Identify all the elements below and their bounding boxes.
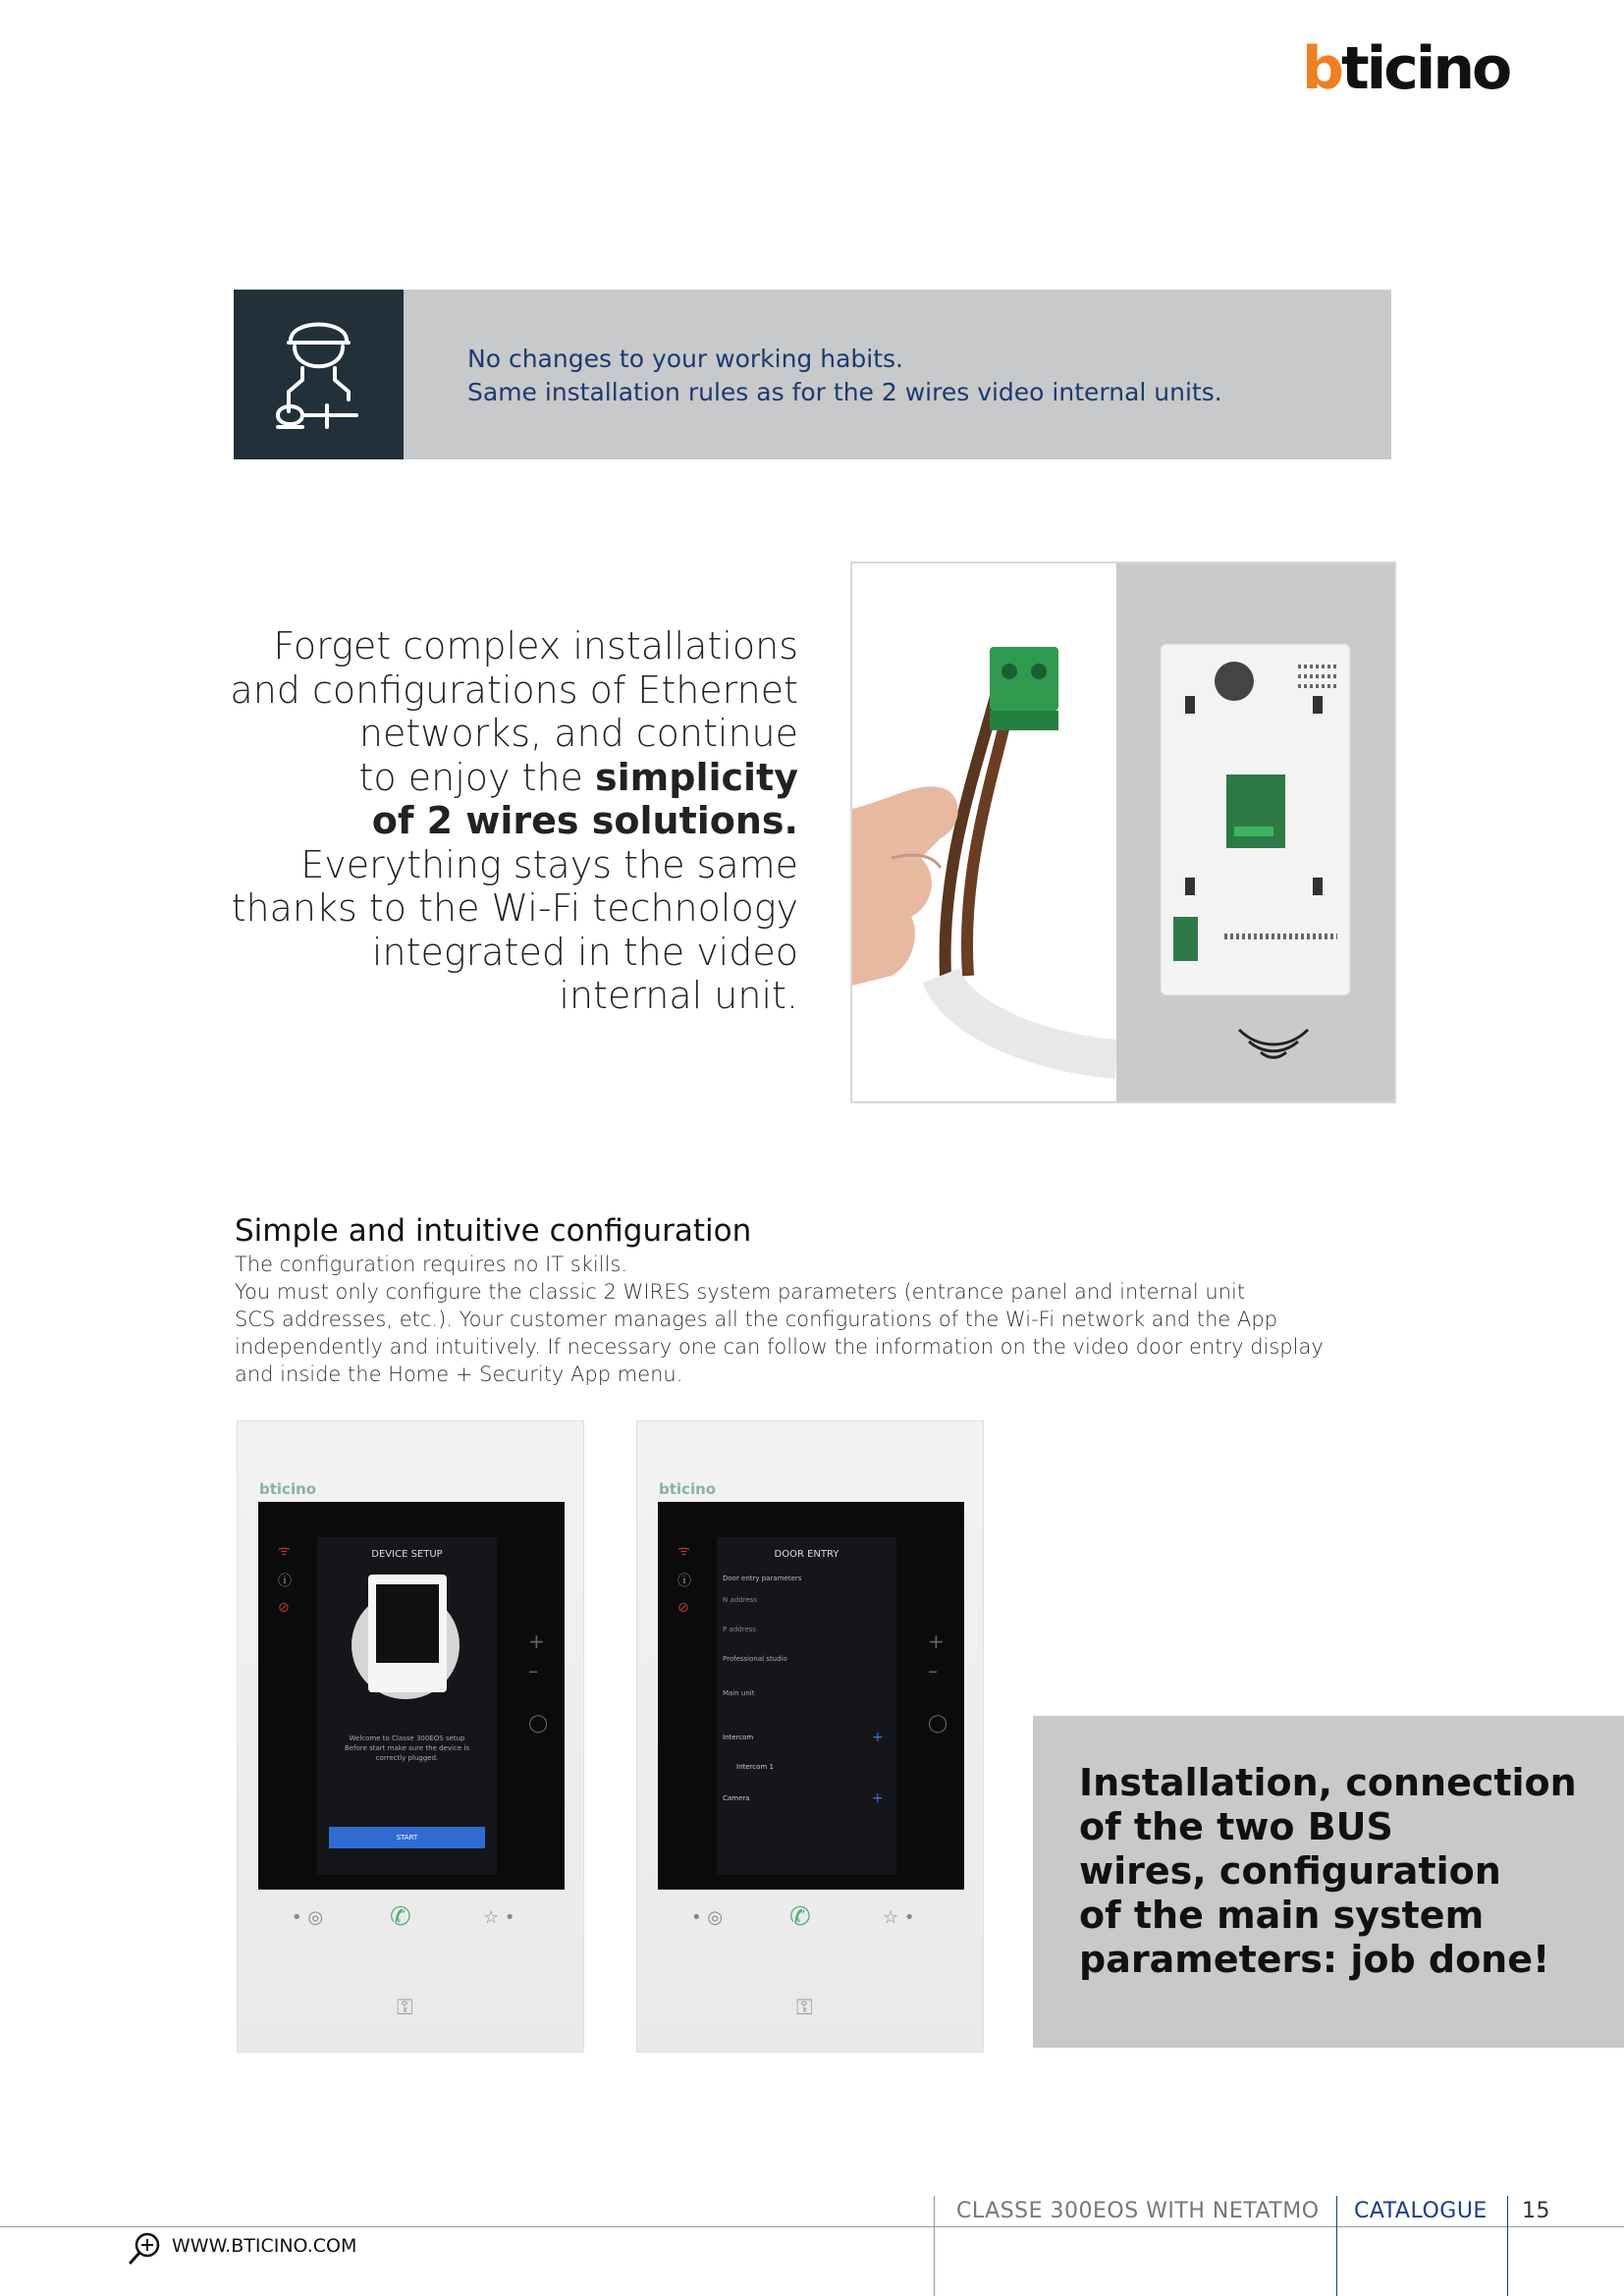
star-icon[interactable]: ☆ • (883, 1907, 915, 1928)
intro-paragraph (196, 624, 798, 1018)
settings-icon[interactable]: ◯ (928, 1713, 948, 1734)
eye-icon[interactable]: • ◎ (292, 1907, 324, 1928)
section-body (235, 1251, 1393, 1388)
footer-divider (1336, 2196, 1337, 2296)
page-number: 15 (1522, 2199, 1550, 2223)
eye-icon[interactable]: • ◎ (691, 1907, 724, 1928)
intro-line (196, 756, 798, 800)
settings-row[interactable]: N address (723, 1596, 757, 1604)
wifi-icon: ᯤ (677, 1543, 690, 1559)
footer-divider (934, 2196, 935, 2296)
intro-bold-2: of 2 wires solutions. (371, 799, 798, 842)
device-back-panel (1116, 563, 1394, 1101)
banner-line-2: Same installation rules as for the 2 wires video internal units. (467, 378, 1222, 406)
start-button[interactable]: START (329, 1827, 485, 1848)
info-banner (234, 290, 1391, 459)
section-line: The configuration requires no IT skills. (235, 1253, 628, 1276)
screen-app (717, 1537, 896, 1875)
section-line: You must only configure the classic 2 WIRES system parameters (entrance panel and internal unit (235, 1280, 1246, 1304)
intro-line: and configurations of Ethernet (230, 667, 798, 712)
intro-line: internal unit. (559, 974, 798, 1017)
device-screen (258, 1502, 565, 1890)
hand-connector-illustration (852, 563, 1116, 1101)
banner-icon-box (234, 290, 404, 459)
section-line: and inside the Home + Security App menu. (235, 1362, 683, 1386)
logo-prefix: b (1302, 34, 1341, 103)
screen-title: DOOR ENTRY (774, 1549, 839, 1560)
device-brand: bticino (259, 1480, 317, 1498)
settings-row[interactable]: Main unit (723, 1689, 755, 1697)
intro-line: networks, and continue (358, 712, 798, 755)
bticino-logo (1302, 34, 1510, 103)
add-camera-icon[interactable]: + (872, 1790, 884, 1806)
mute-icon: ⊘ (278, 1600, 290, 1616)
internal-unit-door-entry (636, 1420, 984, 2053)
info-icon: ⓘ (677, 1574, 691, 1589)
section-line: independently and intuitively. If necessary one can follow the information on the video door entry display (235, 1335, 1324, 1359)
key-icon[interactable]: ⚿ (796, 1996, 813, 2020)
settings-icon[interactable]: ◯ (528, 1713, 549, 1734)
settings-row[interactable]: P address (723, 1626, 756, 1633)
screen-title: DEVICE SETUP (371, 1549, 443, 1560)
phone-icon[interactable]: ✆ (390, 1902, 411, 1932)
section-title: Simple and intuitive configuration (235, 1213, 752, 1249)
info-icon: ⓘ (278, 1574, 292, 1589)
welcome-line: Welcome to Classe 300EOS setup (349, 1735, 465, 1742)
device-brand: bticino (659, 1480, 717, 1498)
setup-welcome (317, 1734, 497, 1763)
callout-box (1033, 1716, 1624, 2048)
section-line: SCS addresses, etc.). Your customer manages all the configurations of the Wi-Fi network and the App (235, 1308, 1278, 1331)
settings-row[interactable]: Intercom 1 (736, 1763, 774, 1771)
add-intercom-icon[interactable]: + (872, 1730, 884, 1745)
device-screen (658, 1502, 964, 1890)
website-link[interactable]: WWW.BTICINO.COM (172, 2235, 357, 2257)
callout-text (1079, 1761, 1577, 1982)
callout-line: of the main system (1079, 1894, 1485, 1937)
device-mini-illustration (368, 1575, 447, 1692)
settings-row: Door entry parameters (723, 1575, 802, 1582)
intro-line: Forget complex installations (273, 624, 798, 667)
callout-line: wires, configuration (1079, 1849, 1501, 1893)
callout-line: Installation, connection (1079, 1761, 1577, 1804)
banner-line-1: No changes to your working habits. (467, 345, 903, 373)
logo-rest: ticino (1340, 34, 1510, 103)
screen-app (317, 1537, 497, 1875)
wifi-icon: ᯤ (278, 1543, 291, 1559)
banner-text (467, 343, 1222, 409)
welcome-line: Before start make sure the device is (345, 1744, 469, 1752)
settings-row[interactable]: Camera (723, 1794, 750, 1802)
footer-rule (0, 2226, 1624, 2227)
zoom-globe-icon (128, 2230, 163, 2269)
star-icon[interactable]: ☆ • (483, 1907, 515, 1928)
footer-catalogue: CATALOGUE (1354, 2199, 1488, 2223)
key-icon[interactable]: ⚿ (397, 1996, 413, 2020)
mute-icon: ⊘ (677, 1600, 689, 1616)
footer-product: CLASSE 300EOS WITH NETATMO (956, 2199, 1320, 2223)
callout-line: of the two BUS (1079, 1805, 1393, 1848)
volume-up-icon[interactable]: + (928, 1629, 945, 1653)
volume-down-icon[interactable]: – (528, 1659, 538, 1682)
installer-technician-icon (234, 290, 404, 459)
product-photo (850, 561, 1396, 1103)
intro-line: Everything stays the same (300, 842, 798, 886)
callout-line: parameters: job done! (1079, 1938, 1550, 1981)
settings-row[interactable]: Intercom (723, 1734, 754, 1741)
intro-line: thanks to the Wi-Fi technology (231, 886, 798, 930)
intro-line: integrated in the video (371, 930, 798, 974)
intro-bold-1: simplicity (595, 755, 798, 799)
phone-icon[interactable]: ✆ (789, 1902, 811, 1932)
intro-line (196, 799, 798, 843)
volume-down-icon[interactable]: – (928, 1659, 938, 1682)
internal-unit-device-setup (237, 1420, 584, 2053)
settings-row[interactable]: Professional studio (723, 1655, 787, 1663)
volume-up-icon[interactable]: + (528, 1629, 545, 1653)
intro-text: to enjoy the (358, 755, 596, 799)
wifi-waves-icon (1229, 1020, 1318, 1069)
footer-divider (1507, 2196, 1508, 2296)
welcome-line: correctly plugged. (375, 1754, 439, 1762)
